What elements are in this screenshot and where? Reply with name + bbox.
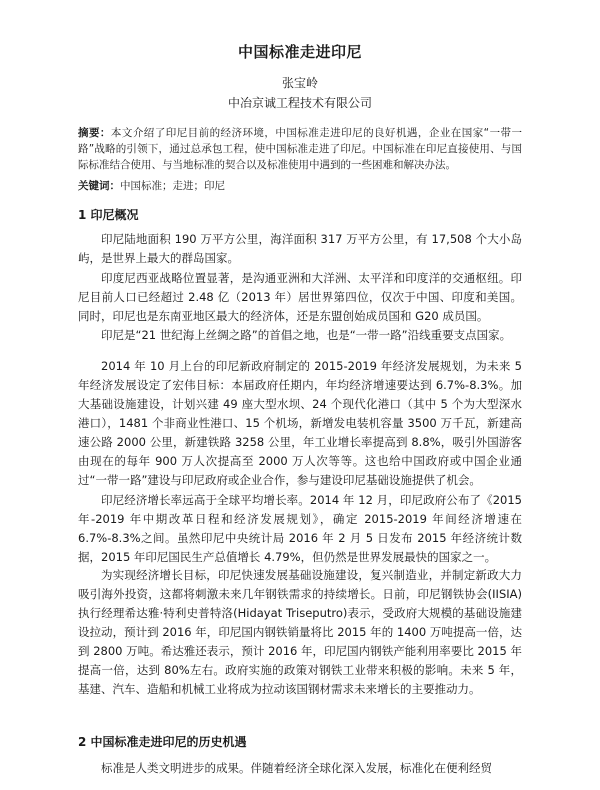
author-affiliation: 中冶京诚工程技术有限公司 (227, 96, 372, 110)
paper-title: 中国标准走进印尼 (237, 43, 362, 61)
keywords (78, 178, 522, 194)
abstract (78, 125, 522, 173)
paragraph: 2014 年 10 月上台的印尼新政府制定的 2015-2019 年经济发展规划，为未来 5 年经济发展设定了宏伟目标：本届政府任期内，年均经济增速要达到 6.7%-8.3%。加大基础设施建设，计划兴建 49 座大型水坝、24 个现代化港口（其中 5 个为大型深水港口），1481 个非商业性港口、15 个机场，新增发电装机容量 3500 万千瓦，新建高速公路 2000 公里，新建铁路 3258 公里，年工业增长率提高到 8.8%，吸引外国游客由现在的每年 900 万人次提高至 2000 万人次等等。这也给中国政府或中国企业通过“一带一路”建设与印尼政府或企业合作，参与建设印尼基础设施提供了机会。 (78, 359, 522, 487)
section-heading-1: 1 印尼概况 (78, 208, 139, 222)
author-name: 张宝岭 (281, 76, 318, 90)
paragraph: 为实现经济增长目标，印尼快速发展基础设施建设，复兴制造业，并制定新政大力吸引海外投资，这都将刺激未来几年钢铁需求的持续增长。日前，印尼钢铁协会(IISIA)执行经理希达雅·特利史普特洛(Hidayat Triseputro)表示，受政府大规模的基础设施建设拉动，预计到 2016 年，印尼国内钢铁销量将比 2015 年的 1400 万吨提高一倍，达到 2800 万吨。希达雅还表示，预计 2016 年，印尼国内钢铁产能利用率要比 2015 年提高一倍，达到 80%左右。政府实施的政策对钢铁工业带来积极的影响。未来 5 年，基建、汽车、造船和机械工业将成为拉动该国钢材需求未来增长的主要推动力。 (78, 568, 522, 696)
section-heading-2: 2 中国标准走进印尼的历史机遇 (78, 735, 247, 749)
paragraph: 印尼陆地面积 190 万平方公里，海洋面积 317 万平方公里，有 17,508 个大小岛屿，是世界上最大的群岛国家。 (78, 232, 522, 265)
keywords-label: 关键词： (78, 180, 120, 192)
paragraph: 印尼经济增长率远高于全球平均增长率。2014 年 12 月，印尼政府公布了《2015 年-2019 年中期改革日程和经济发展规划》，确定 2015-2019 年间经济增速在 6.7%-8.3%之间。虽然印尼中央统计局 2016 年 2 月 5 日发布 2015 年经济统计数据，2015 年印尼国民生产总值增长 4.79%，但仍然是世界发展最快的国家之一。 (78, 493, 522, 564)
paragraph: 印尼是“21 世纪海上丝绸之路”的首倡之地，也是“一带一路”沿线重要支点国家。 (101, 328, 512, 342)
paragraph: 印度尼西亚战略位置显著，是沟通亚洲和大洋洲、太平洋和印度洋的交通枢纽。印尼目前人口已经超过 2.48 亿（2013 年）居世界第四位，仅次于中国、印度和美国。同时，印尼也是东南亚地区最大的经济体，还是东盟创始成员国和 G20 成员国。 (78, 271, 522, 323)
paragraph: 标准是人类文明进步的成果。伴随着经济全球化深入发展，标准化在便利经贸 (101, 761, 492, 775)
abstract-text: 本文介绍了印尼目前的经济环境，中国标准走进印尼的良好机遇，企业在国家“一带一路”战略的引领下，通过总承包工程，使中国标准走进了印尼。中国标准在印尼直接使用、与国际标准结合使用、与当地标准的契合以及标准使用中遇到的一些困难和解决办法。 (78, 127, 523, 171)
abstract-label: 摘要： (78, 127, 111, 139)
keywords-text: 中国标准；走进；印尼 (120, 180, 225, 192)
